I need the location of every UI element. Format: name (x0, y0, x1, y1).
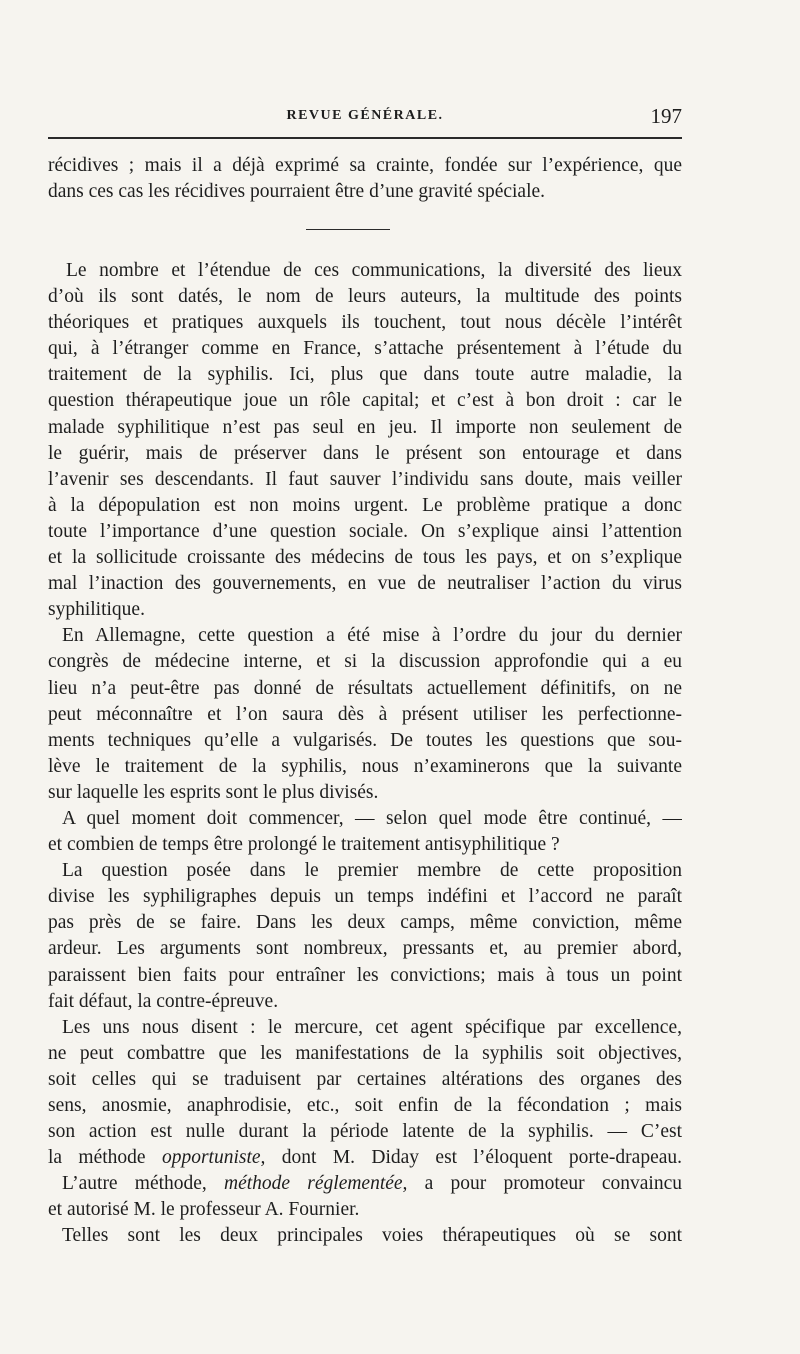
page-number: 197 (650, 104, 682, 128)
text-line: Les uns nous disent : le mercure, cet agent spécifique par excellence, (62, 1016, 682, 1038)
text-line: ments techniques qu’elle a vulgarisés. De toutes les questions que sou- (48, 729, 682, 751)
text-line: et autorisé M. le professeur A. Fournier. (48, 1199, 360, 1221)
italic-term: opportuniste, (161, 1147, 266, 1169)
main-text (48, 258, 682, 1250)
text-line: A quel moment doit commencer, — selon quel mode être continué, — (62, 807, 682, 829)
text-line: syphilitique. (48, 599, 145, 621)
text-line: En Allemagne, cette question a été mise à l’ordre du jour du dernier (62, 625, 682, 647)
header-rule (48, 137, 682, 139)
text-line: ne peut combattre que les manifestations de la syphilis soit objectives, (48, 1042, 682, 1064)
text-line: sens, anosmie, anaphrodisie, etc., soit enfin de la fécondation ; mais (48, 1095, 682, 1116)
text-line: toute l’importance d’une question sociale. On s’explique ainsi l’attention (48, 520, 682, 542)
text-line: à la dépopulation est non moins urgent. Le problème pratique a donc (48, 494, 682, 516)
text-line: récidives ; mais il a déjà exprimé sa crainte, fondée sur l’expérience, que (48, 155, 682, 176)
text-fragment: la méthode (48, 1147, 162, 1169)
section-separator (306, 229, 390, 230)
continued-paragraph (48, 153, 682, 205)
text-line: ardeur. Les arguments sont nombreux, pressants et, au premier abord, (48, 938, 682, 960)
text-line: lieu n’a peut-être pas donné de résultats actuellement définitifs, on ne (48, 677, 682, 699)
text-fragment: L’autre méthode, (62, 1173, 225, 1195)
text-line: Le nombre et l’étendue de ces communications, la diversité des lieux (66, 260, 682, 281)
text-line: peut méconnaître et l’on saura dès à présent utiliser les perfectionne- (48, 703, 682, 725)
text-line: et la sollicitude croissante des médecins de tous les pays, et on s’explique (48, 547, 682, 569)
text-line: dans ces cas les récidives pourraient être d’une gravité spéciale. (48, 181, 546, 203)
text-line: sur laquelle les esprits sont le plus divisés. (48, 781, 379, 803)
text-line: lève le traitement de la syphilis, nous n’examinerons que la suivante (48, 755, 682, 777)
text-line: qui, à l’étranger comme en France, s’attache présentement à l’étude du (48, 338, 682, 360)
text-line: divise les syphiligraphes depuis un temps indéfini et l’accord ne paraît (48, 886, 682, 908)
text-line: fait défaut, la contre-épreuve. (48, 990, 279, 1012)
text-line: mal l’inaction des gouvernements, en vue de neutraliser l’action du virus (48, 573, 682, 595)
running-title: REVUE GÉNÉRALE. (286, 108, 444, 123)
text-line: malade syphilitique n’est pas seul en jeu. Il importe non seulement de (48, 416, 682, 438)
text-line: pas près de se faire. Dans les deux camps, même conviction, même (48, 912, 682, 934)
text-line: La question posée dans le premier membre de cette proposition (62, 860, 682, 882)
text-line: d’où ils sont datés, le nom de leurs auteurs, la multitude des points (48, 286, 682, 308)
text-line: paraissent bien faits pour entraîner les convictions; mais à tous un point (48, 964, 682, 986)
text-line: question thérapeutique joue un rôle capital; et c’est à bon droit : car le (48, 390, 682, 412)
page-header (48, 104, 682, 128)
text-line: son action est nulle durant la période latente de la syphilis. — C’est (48, 1121, 682, 1143)
text-line: traitement de la syphilis. Ici, plus que dans toute autre maladie, la (48, 364, 682, 386)
text-line-opportuniste (48, 1145, 682, 1171)
text-line: l’avenir ses descendants. Il faut sauver l’individu sans doute, mais veiller (48, 468, 682, 490)
text-line-reglementee (48, 1171, 682, 1197)
text-line: théoriques et pratiques auxquels ils touchent, tout nous décèle l’intérêt (48, 312, 682, 334)
text-line: et combien de temps être prolongé le traitement antisyphilitique ? (48, 834, 560, 856)
italic-term: méthode réglementée, (224, 1173, 408, 1195)
text-fragment: dont M. Diday est l’éloquent porte-drapeau. (265, 1147, 682, 1169)
text-fragment: a pour promoteur convaincu (407, 1173, 682, 1195)
text-line: le guérir, mais de préserver dans le présent son entourage et dans (48, 442, 682, 464)
text-line: soit celles qui se traduisent par certaines altérations des organes des (48, 1068, 682, 1090)
text-line: Telles sont les deux principales voies thérapeutiques où se sont (62, 1225, 682, 1247)
text-line: congrès de médecine interne, et si la discussion approfondie qui a eu (48, 651, 682, 673)
